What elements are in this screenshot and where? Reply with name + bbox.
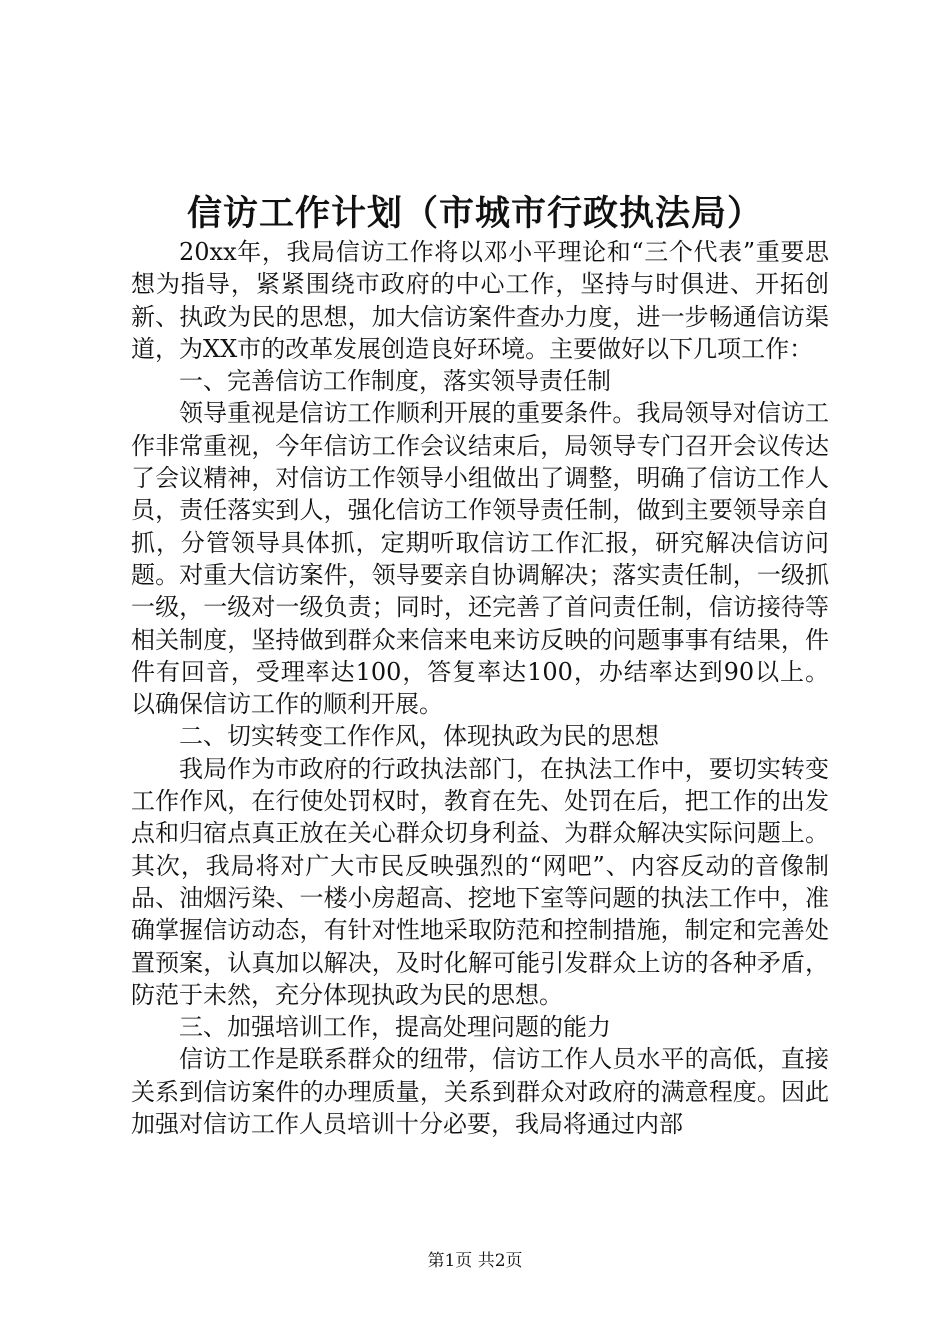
document-title: 信访工作计划（市城市行政执法局） — [186, 193, 763, 234]
section-heading-2: 二、切实转变工作作风，体现执政为民的思想 — [179, 722, 659, 751]
section-paragraph-3: 信访工作是联系群众的纽带，信访工作人员水平的高低，直接关系到信访案件的办理质量，关系到群众对政府的满意程度。因此加强对信访工作人员培训十分必要，我局将通过内部 — [131, 1045, 829, 1139]
page-number-footer: 第1页 共2页 — [427, 1251, 523, 1271]
document-body — [131, 236, 829, 1140]
section-heading-1: 一、完善信访工作制度，落实领导责任制 — [179, 367, 611, 396]
section-paragraph-2: 我局作为市政府的行政执法部门，在执法工作中，要切实转变工作作风，在行使处罚权时，教育在先、处罚在后，把工作的出发点和归宿点真正放在关心群众切身利益、为群众解决实际问题上。其次，我局将对广大市民反映强烈的“网吧”、内容反动的音像制品、油烟污染、一楼小房超高、挖地下室等问题的执法工作中，准确掌握信访动态，有针对性地采取防范和控制措施，制定和完善处置预案，认真加以解决，及时化解可能引发群众上访的各种矛盾，防范于未然，充分体现执政为民的思想。 — [131, 754, 829, 1009]
intro-paragraph: 20xx年，我局信访工作将以邓小平理论和“三个代表”重要思想为指导，紧紧围绕市政府的中心工作，坚持与时俱进、开拓创新、执政为民的思想，加大信访案件查办力度，进一步畅通信访渠道，为XX市的改革发展创造良好环境。主要做好以下几项工作： — [131, 238, 829, 363]
section-paragraph-1: 领导重视是信访工作顺利开展的重要条件。我局领导对信访工作非常重视，今年信访工作会议结束后，局领导专门召开会议传达了会议精神，对信访工作领导小组做出了调整，明确了信访工作人员，责任落实到人，强化信访工作领导责任制，做到主要领导亲自抓，分管领导具体抓，定期听取信访工作汇报，研究解决信访问题。对重大信访案件，领导要亲自协调解决；落实责任制，一级抓一级，一级对一级负责；同时，还完善了首问责任制，信访接待等相关制度，坚持做到群众来信来电来访反映的问题事事有结果，件件有回音，受理率达100，答复率达100，办结率达到90以上。以确保信访工作的顺利开展。 — [131, 399, 829, 719]
section-heading-3: 三、加强培训工作，提高处理问题的能力 — [179, 1013, 611, 1042]
